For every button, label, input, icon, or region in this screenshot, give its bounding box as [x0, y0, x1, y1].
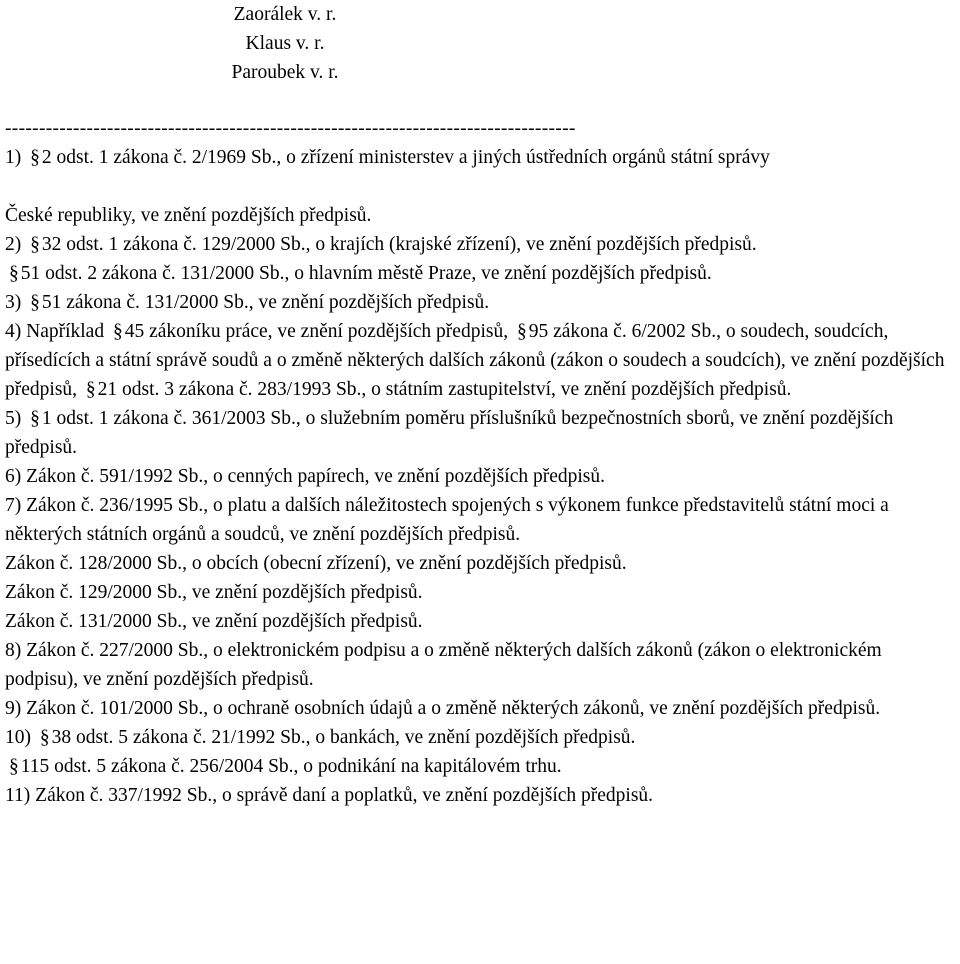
footnote-text: 2)	[5, 234, 27, 255]
footnote-text: 51 zákona č. 131/2000 Sb., ve znění pozdějších předpisů.	[41, 292, 490, 313]
footnote-text: 6)	[5, 466, 27, 487]
section-symbol: §	[39, 727, 50, 748]
signature-klaus: Klaus v. r.	[245, 33, 325, 54]
footnote-item	[5, 491, 955, 549]
footnote-text: Zákon č. 131/2000 Sb., ve znění pozdějších předpisů.	[5, 611, 423, 632]
footnote-text: Zákon č. 236/1995 Sb., o platu a dalších náležitostech spojených s výkonem funkce představitelů státní moci a některých státních orgánů a soudců, ve znění pozdějších předpisů.	[5, 495, 889, 545]
signature-block	[5, 0, 565, 87]
footnote-text: 5)	[5, 408, 27, 429]
footnote-item	[5, 230, 955, 259]
footnote-text: České republiky, ve znění pozdějších předpisů.	[5, 205, 372, 226]
footnote-text: 7)	[5, 495, 27, 516]
footnote-text: 1 odst. 1 zákona č. 361/2003 Sb., o služebním poměru příslušníků bezpečnostních sborů, ve znění pozdějších předpisů.	[5, 408, 894, 458]
signature-zaoralek: Zaorálek v. r.	[233, 4, 337, 25]
section-symbol: §	[30, 147, 40, 168]
section-symbol: §	[30, 234, 40, 255]
footnote-item	[5, 404, 955, 462]
footnote-text: 3)	[5, 292, 27, 313]
footnote-text: 11)	[5, 785, 36, 806]
footnote-item	[5, 578, 955, 607]
footnote-text: 115 odst. 5 zákona č. 256/2004 Sb., o podnikání na kapitálovém trhu.	[20, 756, 562, 777]
footnote-text: Zákon č. 101/2000 Sb., o ochraně osobních údajů a o změně některých zákonů, ve znění pozdějších předpisů.	[26, 698, 881, 719]
footnote-item	[5, 723, 955, 752]
section-symbol: §	[112, 321, 123, 342]
footnote-item	[5, 636, 955, 694]
footnote-item	[5, 143, 955, 172]
footnote-item	[5, 781, 955, 810]
footnote-text: Zákon č. 128/2000 Sb., o obcích (obecní zřízení), ve znění pozdějších předpisů.	[5, 553, 627, 574]
footnotes-list	[5, 143, 955, 810]
footnote-item	[5, 259, 955, 288]
footnote-text: 9)	[5, 698, 27, 719]
footnote-text: 51 odst. 2 zákona č. 131/2000 Sb., o hlavním městě Praze, ve znění pozdějších předpisů.	[20, 263, 712, 284]
footnote-item	[5, 607, 955, 636]
footnote-text: 21 odst. 3 zákona č. 283/1993 Sb., o státním zastupitelství, ve znění pozdějších předpisů.	[97, 379, 792, 400]
footnote-text: Zákon č. 591/1992 Sb., o cenných papírech, ve znění pozdějších předpisů.	[26, 466, 606, 487]
section-symbol: §	[9, 263, 19, 284]
footnote-item	[5, 288, 955, 317]
document	[5, 0, 955, 810]
footnote-text: 1)	[5, 147, 27, 168]
footnote-text: Zákon č. 337/1992 Sb., o správě daní a poplatků, ve znění pozdějších předpisů.	[35, 785, 654, 806]
footnote-item	[5, 694, 955, 723]
section-symbol: §	[85, 379, 96, 400]
footnote-text: 32 odst. 1 zákona č. 129/2000 Sb., o krajích (krajské zřízení), ve znění pozdějších předpisů.	[41, 234, 757, 255]
footnote-text: 10)	[5, 727, 36, 748]
footnote-text: 45 zákoníku práce, ve znění pozdějších předpisů,	[124, 321, 513, 342]
footnote-item	[5, 462, 955, 491]
footnote-gap	[5, 172, 955, 201]
footnote-text: 8)	[5, 640, 27, 661]
footnote-item	[5, 201, 955, 230]
footnote-text: 2 odst. 1 zákona č. 2/1969 Sb., o zřízení ministerstev a jiných ústředních orgánů státní správy	[41, 147, 770, 168]
footnote-text: 4) Například	[5, 321, 109, 342]
footnote-text: Zákon č. 129/2000 Sb., ve znění pozdějších předpisů.	[5, 582, 423, 603]
footnote-item	[5, 549, 955, 578]
footnote-text: 38 odst. 5 zákona č. 21/1992 Sb., o bankách, ve znění pozdějších předpisů.	[51, 727, 636, 748]
footnote-separator: ------------------------------------------------------------------------------------	[5, 118, 576, 139]
footnote-text: 95 zákona č. 6/2002 Sb., o soudech, soudcích, přísedících a státní správě soudů a o změně některých dalších zákonů (zákon o soudech a soudcích), ve znění pozdějších předpisů,	[5, 321, 945, 400]
footnote-item	[5, 317, 955, 404]
section-symbol: §	[9, 756, 19, 777]
footnote-item	[5, 752, 955, 781]
section-symbol: §	[30, 408, 40, 429]
signature-paroubek: Paroubek v. r.	[231, 62, 339, 83]
section-symbol: §	[30, 292, 40, 313]
section-symbol: §	[516, 321, 527, 342]
footnote-text: Zákon č. 227/2000 Sb., o elektronickém podpisu a o změně některých dalších zákonů (zákon o elektronickém podpisu), ve znění pozdějších předpisů.	[5, 640, 882, 690]
